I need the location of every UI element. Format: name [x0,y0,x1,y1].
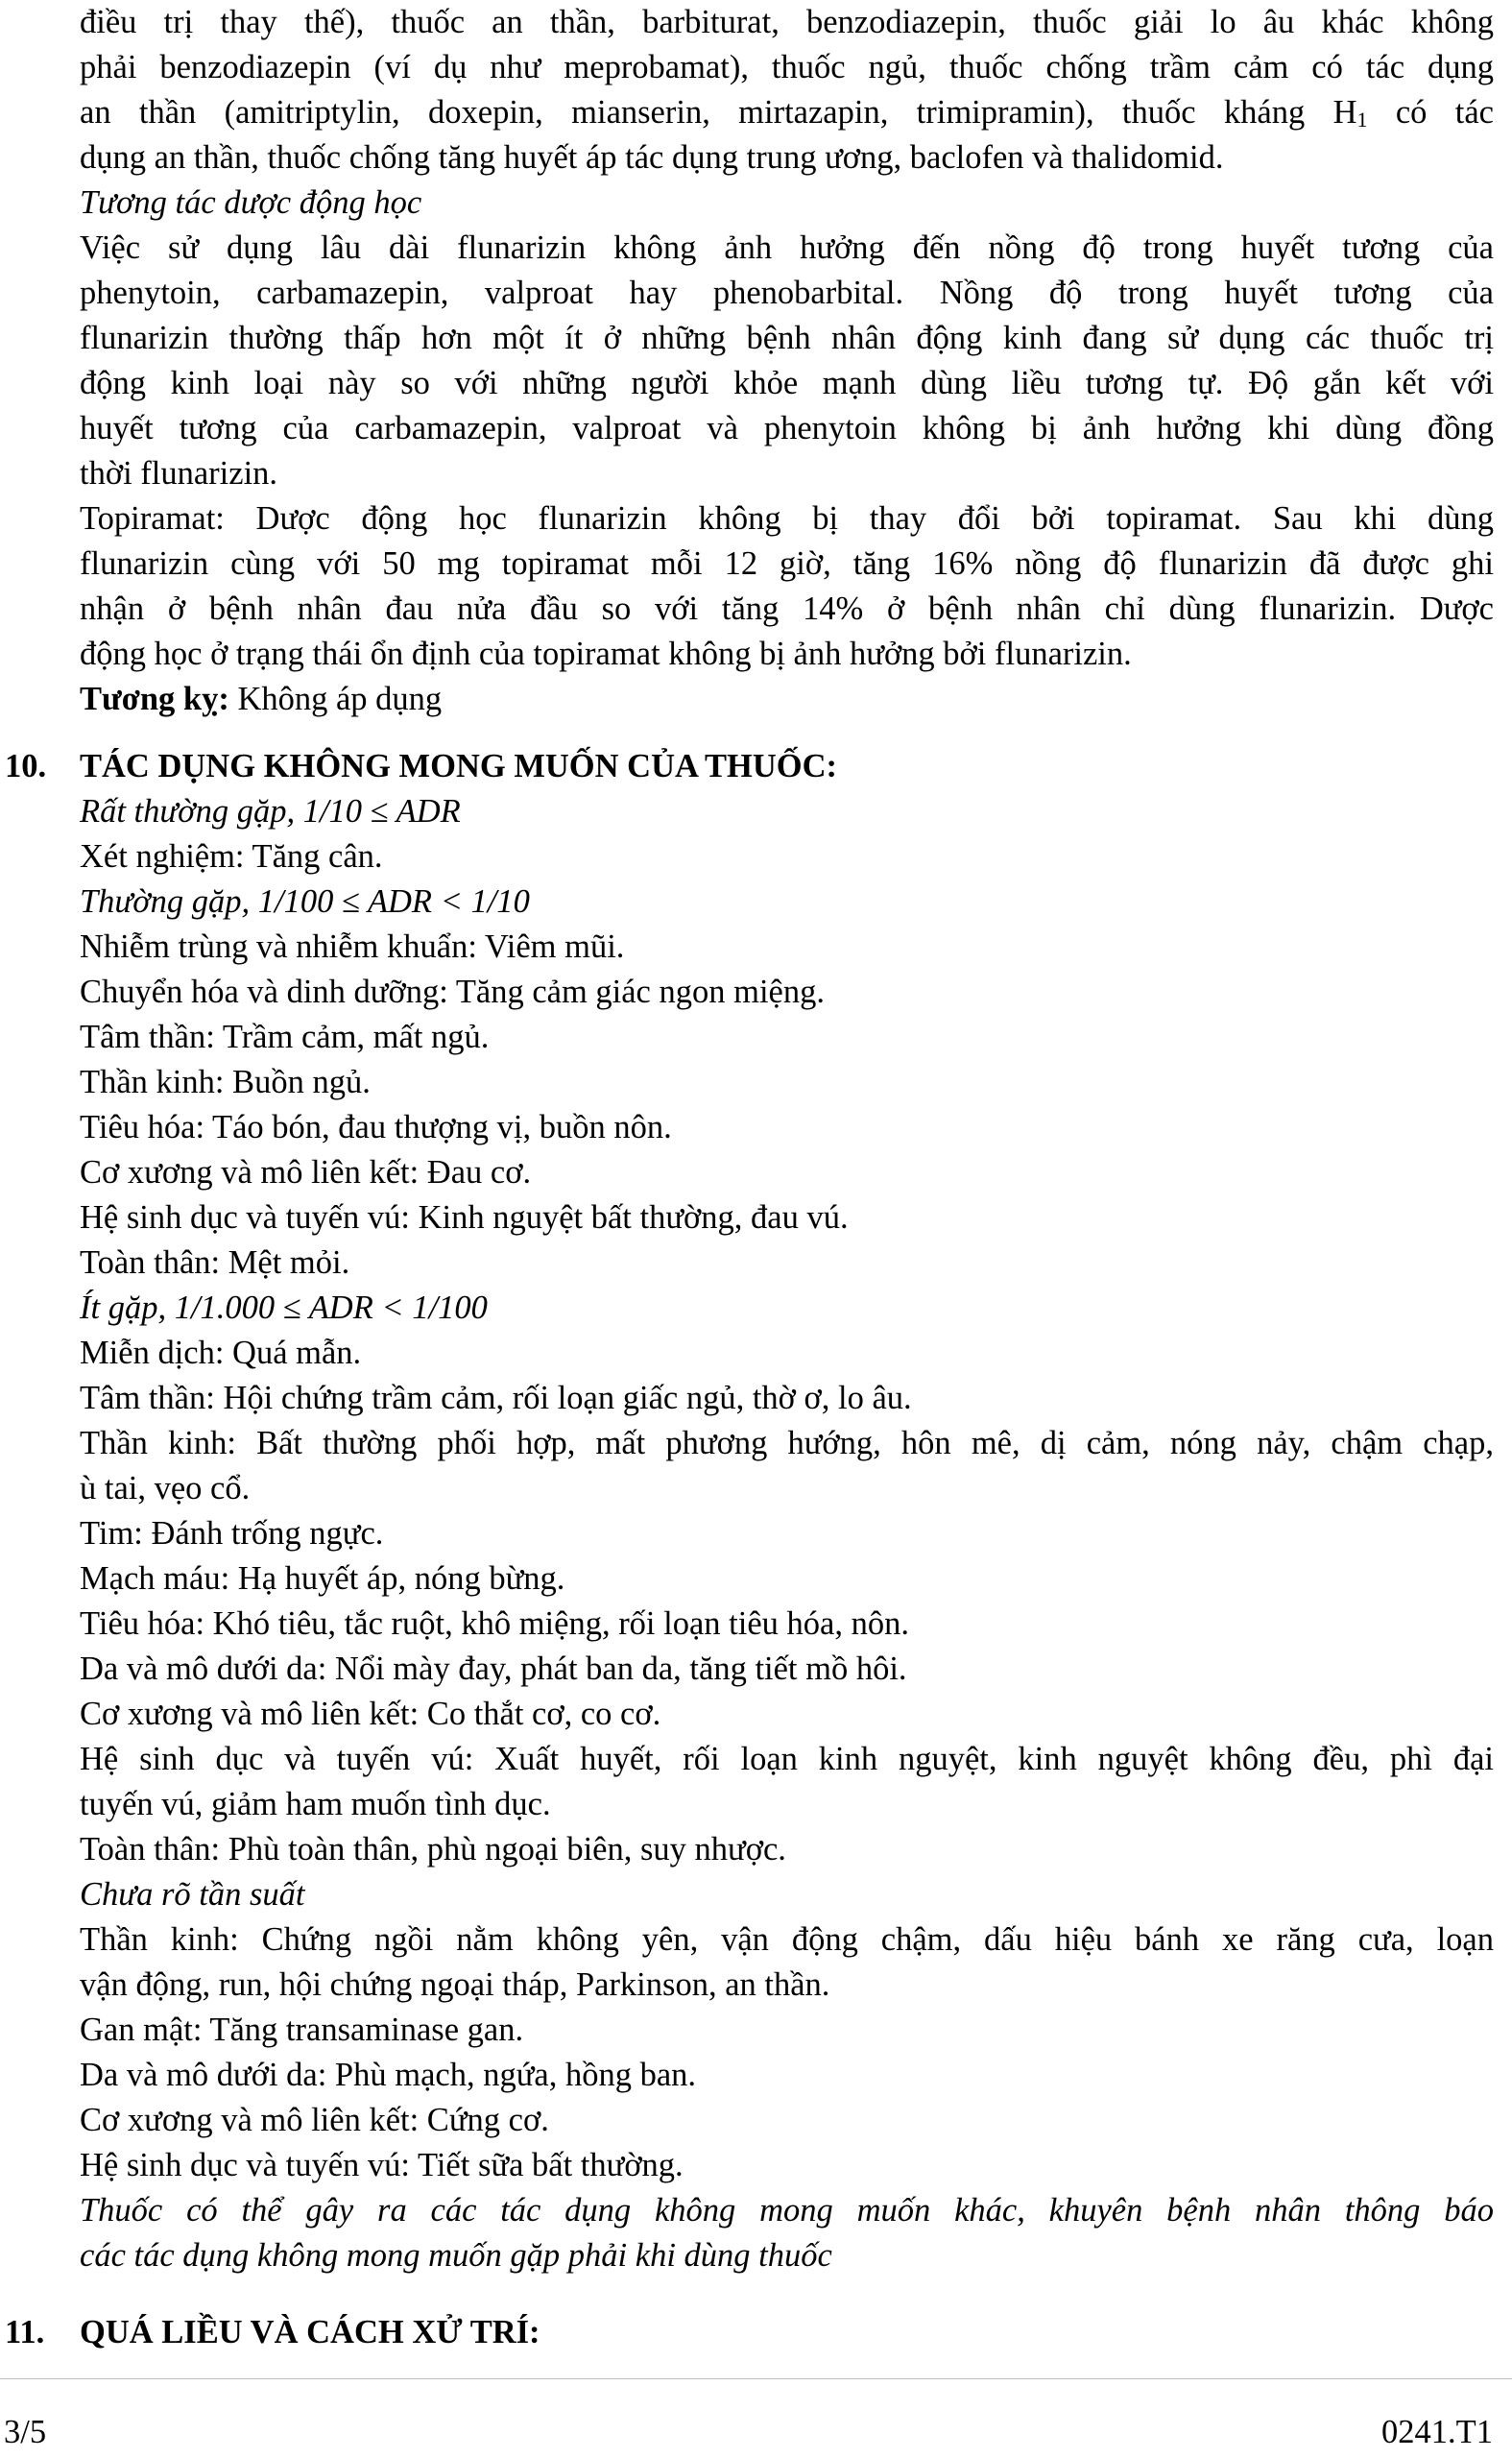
list-item: Hệ sinh dục và tuyến vú: Kinh nguyệt bất thường, đau vú. [80,1199,849,1236]
incompatibility-label: Tương kỵ: [80,681,229,717]
list-item: Thần kinh: Bất thường phối hợp, mất phương hướng, hôn mê, dị cảm, nóng nảy, chậm chạp, [80,1425,1494,1461]
list-item: Chuyển hóa và dinh dưỡng: Tăng cảm giác ngon miệng. [80,974,825,1010]
incompatibility-line [80,677,1494,722]
section-number: 10. [5,748,47,784]
frequency-heading: Thường gặp, 1/100 ≤ ADR < 1/10 [80,883,530,920]
section-10-heading [0,744,1498,789]
text-line: flunarizin thường thấp hơn một ít ở những bệnh nhân động kinh đang sử dụng các thuốc trị [80,320,1494,356]
list-item: Thần kinh: Chứng ngồi nằm không yên, vận động chậm, dấu hiệu bánh xe răng cưa, loạn [80,1921,1494,1958]
frequency-heading: Ít gặp, 1/1.000 ≤ ADR < 1/100 [80,1289,488,1326]
pk-interaction-block [80,181,1494,496]
list-item-continuation: ù tai, vẹo cổ. [80,1470,251,1506]
text-line: dụng an thần, thuốc chống tăng huyết áp tác dụng trung ương, baclofen và thalidomid. [80,139,1224,176]
list-item: Hệ sinh dục và tuyến vú: Xuất huyết, rối loạn kinh nguyệt, kinh nguyệt không đều, phì đại [80,1741,1494,1777]
text-fragment: có tác [1367,94,1494,131]
section-11-heading [0,2310,1498,2355]
interaction-paragraph [80,0,1494,181]
text-line: điều trị thay thế), thuốc an thần, barbiturat, benzodiazepin, thuốc giải lo âu khác không [80,4,1494,40]
text-line: huyết tương của carbamazepin, valproat và phenytoin không bị ảnh hưởng khi dùng đồng [80,410,1494,446]
list-item: Thần kinh: Buồn ngủ. [80,1064,371,1100]
text-line [80,90,1494,135]
text-line: thời flunarizin. [80,455,278,492]
document-code: 0241.T1 [1381,2414,1493,2450]
list-item: Toàn thân: Mệt mỏi. [80,1244,350,1281]
text-line: động kinh loại này so với những người khỏe mạnh dùng liều tương tự. Độ gắn kết với [80,365,1494,401]
list-item: Tiêu hóa: Táo bón, đau thượng vị, buồn nôn. [80,1109,672,1145]
list-item: Da và mô dưới da: Nổi mày đay, phát ban da, tăng tiết mồ hôi. [80,1651,907,1687]
list-item: Tâm thần: Hội chứng trầm cảm, rối loạn giấc ngủ, thờ ơ, lo âu. [80,1380,912,1416]
text-line: Topiramat: Dược động học flunarizin không bị thay đổi bởi topiramat. Sau khi dùng [80,500,1494,537]
list-item: Cơ xương và mô liên kết: Đau cơ. [80,1154,532,1191]
frequency-heading: Chưa rõ tần suất [80,1876,305,1913]
list-item: Toàn thân: Phù toàn thân, phù ngoại biên, suy nhược. [80,1831,786,1868]
section-title: QUÁ LIỀU VÀ CÁCH XỬ TRÍ: [80,2314,540,2350]
text-line: flunarizin cùng với 50 mg topiramat mỗi 12 giờ, tăng 16% nồng độ flunarizin đã được ghi [80,545,1494,582]
list-item: Da và mô dưới da: Phù mạch, ngứa, hồng ban. [80,2057,697,2093]
text-line: nhận ở bệnh nhân đau nửa đầu so với tăng 14% ở bệnh nhân chỉ dùng flunarizin. Dược [80,590,1494,627]
page-number: 3/5 [4,2414,47,2450]
list-item: Tâm thần: Trầm cảm, mất ngủ. [80,1019,490,1055]
text-line: phenytoin, carbamazepin, valproat hay phenobarbital. Nồng độ trong huyết tương của [80,275,1494,311]
notice-line: Thuốc có thể gây ra các tác dụng không mong muốn khác, khuyên bệnh nhân thông báo [80,2192,1494,2229]
list-item: Nhiễm trùng và nhiễm khuẩn: Viêm mũi. [80,928,625,965]
frequency-heading: Rất thường gặp, 1/10 ≤ ADR [80,793,461,830]
list-item: Xét nghiệm: Tăng cân. [80,838,383,875]
section-title: TÁC DỤNG KHÔNG MONG MUỐN CỦA THUỐC: [80,748,838,784]
topiramat-block [80,496,1494,677]
section10-content [80,789,1494,2278]
text-fragment: an thần (amitriptylin, doxepin, mianserin, mirtazapin, trimipramin), thuốc kháng H [80,94,1357,131]
text-line: Việc sử dụng lâu dài flunarizin không ảnh hưởng đến nồng độ trong huyết tương của [80,229,1494,266]
subscript: 1 [1356,108,1368,132]
list-item: Gan mật: Tăng transaminase gan. [80,2012,524,2048]
footer-divider [0,2378,1512,2379]
list-item: Tiêu hóa: Khó tiêu, tắc ruột, khô miệng, rối loạn tiêu hóa, nôn. [80,1605,909,1642]
list-item: Miễn dịch: Quá mẫn. [80,1335,362,1371]
list-item: Hệ sinh dục và tuyến vú: Tiết sữa bất thường. [80,2147,684,2183]
notice-line: các tác dụng không mong muốn gặp phải khi dùng thuốc [80,2237,832,2274]
subsection-heading: Tương tác dược động học [80,184,422,221]
incompatibility-text: Không áp dụng [228,681,443,717]
text-line: phải benzodiazepin (ví dụ như meprobamat), thuốc ngủ, thuốc chống trầm cảm có tác dụng [80,49,1494,85]
document-body [80,0,1494,2278]
list-item-continuation: tuyến vú, giảm ham muốn tình dục. [80,1786,551,1822]
list-item: Cơ xương và mô liên kết: Cứng cơ. [80,2102,549,2138]
list-item-continuation: vận động, run, hội chứng ngoại tháp, Parkinson, an thần. [80,1966,830,2003]
list-item: Tim: Đánh trống ngực. [80,1515,384,1552]
list-item: Mạch máu: Hạ huyết áp, nóng bừng. [80,1560,565,1597]
text-line: động học ở trạng thái ổn định của topiramat không bị ảnh hưởng bởi flunarizin. [80,636,1132,672]
section-number: 11. [5,2314,45,2350]
list-item: Cơ xương và mô liên kết: Co thắt cơ, co cơ. [80,1696,661,1732]
